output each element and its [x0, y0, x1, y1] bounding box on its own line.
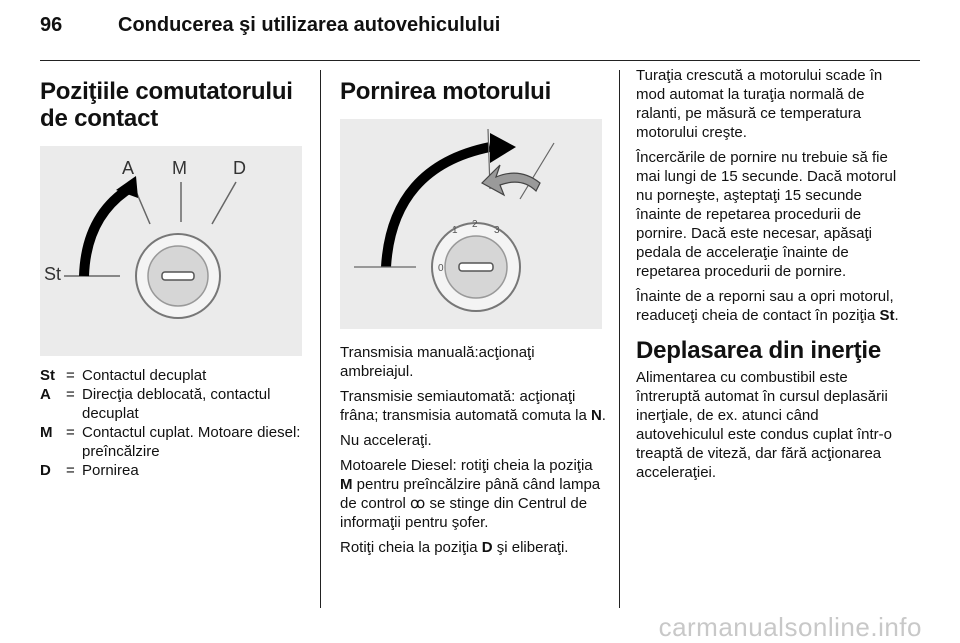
figure-label-d: D [233, 158, 246, 178]
diesel-text-part-c: se stinge din Centrul de informaţii pentru şofer. [340, 495, 588, 531]
coasting-title: Deplasarea din inerţie [636, 337, 882, 364]
restart-text-part: Înainte de a reporni sau a opri motorul, readuceţi cheia de contact în poziţia [636, 288, 894, 324]
page-number: 96 [40, 14, 63, 36]
legend-equals: = [66, 367, 75, 384]
right-column [636, 66, 908, 488]
legend-row-m [40, 423, 306, 461]
start-attempts-text: Încercările de pornire nu trebuie să fie mai lungi de 15 secunde. Dacă motorul nu porneşte, aşteptaţi 15 secunde înainte de repetarea procedurii de pornire. Dacă este necesar, apăsaţi pedala de acceleraţie înainte de repetarea procedurii de pornire. [636, 149, 897, 280]
preheat-lamp-icon: ꝏ [410, 495, 426, 512]
figure-label-m: M [172, 158, 187, 178]
legend-key: M [40, 424, 53, 441]
turn-key-text [340, 538, 606, 557]
diesel-text-part-a: Motoarele Diesel: rotiţi cheia la poziţia [340, 457, 593, 474]
legend-description: Contactul cuplat. Motoare diesel: preîncălzire [82, 424, 301, 460]
legend-key: St [40, 367, 55, 384]
legend-description: Contactul decuplat [82, 367, 207, 384]
engine-start-figure [340, 119, 602, 329]
legend-equals: = [66, 462, 75, 479]
column-divider-left [320, 70, 321, 608]
diesel-text-part-b: pentru preîncălzire până când lampa de control [340, 476, 601, 512]
start-label-0: 0 [438, 263, 444, 274]
restart-text [636, 287, 908, 325]
legend-key: D [40, 462, 51, 479]
turn-key-text-part: Rotiţi cheia la poziţia [340, 539, 482, 556]
ignition-positions-figure [40, 146, 302, 356]
start-label-1: 1 [452, 225, 458, 236]
legend-row-d [40, 461, 306, 480]
legend-description: Direcţia deblocată, contactul decuplat [82, 386, 271, 422]
legend-description: Pornirea [82, 462, 139, 479]
start-key-slot [459, 263, 493, 271]
legend-equals: = [66, 386, 75, 403]
column-divider-right [619, 70, 620, 608]
no-accelerate-text: Nu acceleraţi. [340, 432, 432, 449]
engine-start-title: Pornirea motorului [340, 78, 552, 105]
restart-text-end: . [894, 307, 899, 324]
diesel-text [340, 456, 606, 532]
semiautomatic-text [340, 387, 606, 425]
position-m: M [340, 476, 353, 493]
legend-equals: = [66, 424, 75, 441]
turn-key-text-end: şi eliberaţi. [492, 539, 569, 556]
watermark: carmanualsonline.info [658, 612, 922, 642]
position-d: D [481, 539, 493, 556]
semiautomatic-text-part: Transmisie semiautomată: acţionaţi frâna; transmisia automată comuta la [340, 388, 591, 424]
position-n: N [590, 407, 602, 424]
figure-label-a: A [122, 158, 135, 178]
idle-speed-text: Turaţia crescută a motorului scade în mod automat la turaţia normală de ralanti, pe măsură ce temperatura motorului creşte. [636, 67, 883, 141]
left-column [40, 66, 306, 480]
running-title: Conducerea şi utilizarea autovehiculului [118, 14, 501, 36]
figure-label-st: St [44, 264, 62, 284]
legend-row-st [40, 366, 306, 385]
ignition-legend [40, 366, 306, 480]
legend-key: A [40, 386, 51, 403]
position-st: St [879, 307, 895, 324]
header-rule [40, 60, 920, 61]
manual-transmission-text: Transmisia manuală:acţionaţi ambreiajul. [340, 344, 535, 380]
key-slot [162, 272, 194, 280]
ignition-positions-title: Poziţiile comutatorului de contact [40, 78, 293, 132]
legend-row-a [40, 385, 306, 423]
start-label-3: 3 [494, 225, 500, 236]
start-label-2: 2 [472, 219, 478, 230]
coasting-text: Alimentarea cu combustibil este întreruptă automat în cursul deplasării inerţiale, de ex. atunci când autovehiculul este condus cuplat într-o treaptă de viteză, dar fără acţionarea acceleraţiei. [636, 369, 892, 481]
middle-column [340, 66, 606, 563]
semiautomatic-text-end: . [601, 407, 606, 424]
